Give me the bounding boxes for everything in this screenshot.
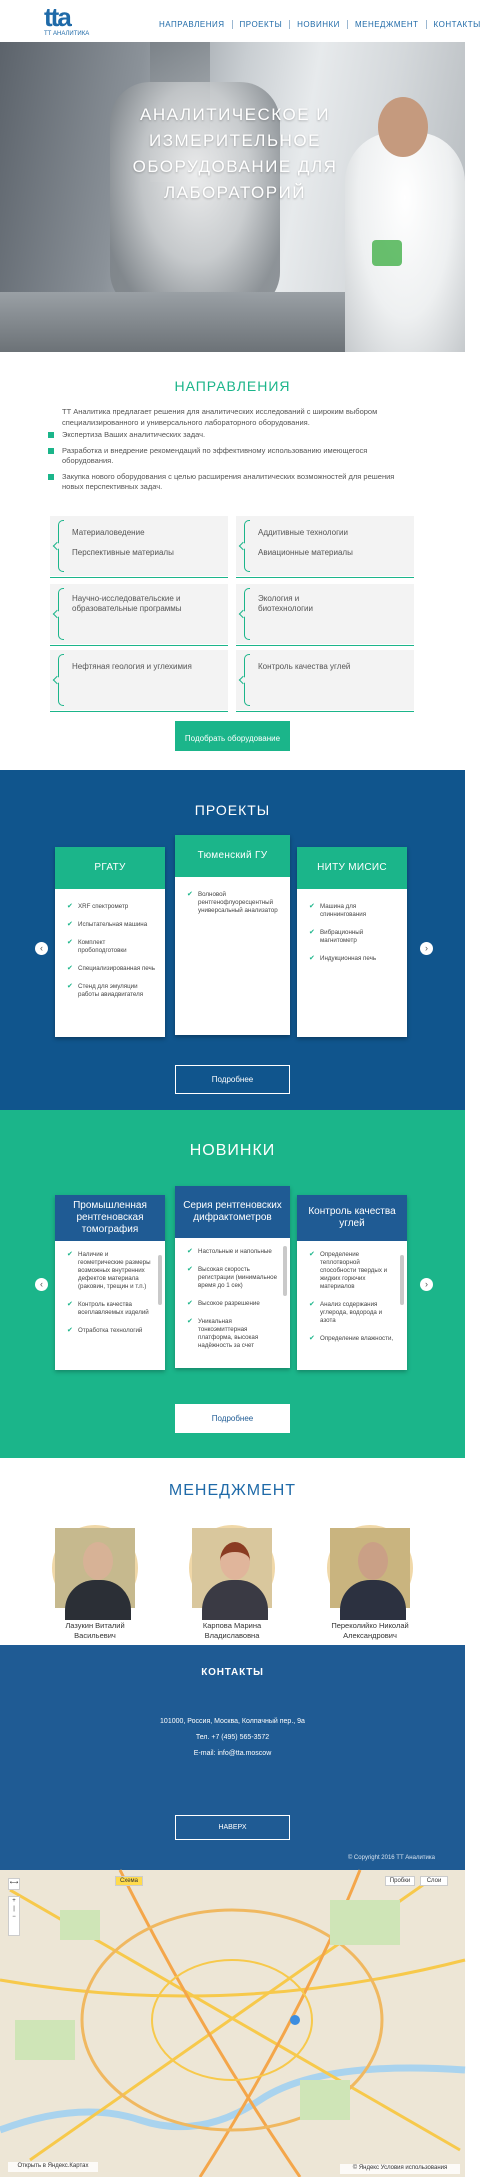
manager-name: Переколийко Николай (331, 1621, 409, 1630)
map-layers-button[interactable]: Слои (420, 1876, 448, 1886)
card-underline (236, 577, 414, 578)
open-in-yandex-link[interactable]: Открыть в Яндекс.Картах (8, 2162, 98, 2172)
check-icon: ✔ (309, 1335, 315, 1342)
direction-card-label: Аддитивные технологии (258, 528, 348, 537)
news-card-coal-quality[interactable] (297, 1195, 407, 1370)
check-icon: ✔ (187, 891, 193, 898)
direction-card-label: Научно-исследовательские и образовательные программы (72, 594, 182, 613)
bullet-square-icon (48, 474, 54, 480)
logo-mark: tta (44, 2, 70, 32)
project-card-rgatu[interactable] (55, 847, 165, 1037)
list-item: Разработка и внедрение рекомендаций по эффективному использованию имеющегося оборудования. (48, 446, 408, 466)
news-card-diffractometers[interactable] (175, 1186, 290, 1368)
check-icon: ✔ (187, 1266, 193, 1273)
hero-banner (0, 42, 465, 352)
news-items (175, 1238, 290, 1350)
contacts-address: 101000, Россия, Москва, Колпачный пер., 9а (160, 1718, 305, 1725)
news-items (297, 1241, 407, 1343)
manager-card (172, 1525, 292, 1663)
project-items (55, 889, 165, 999)
hero-title-line2: ОБОРУДОВАНИЕ ДЛЯ ЛАБОРАТОРИЙ (132, 157, 338, 202)
list-item: ✔ Уникальная тонкоэмиттерная платформа, высокая надёжность за счет (187, 1318, 259, 1349)
card-underline (236, 711, 414, 712)
logo[interactable] (44, 2, 90, 39)
logo-name: ТТ АНАЛИТИКА (44, 31, 90, 37)
manager-name-2: Васильевич (74, 1631, 116, 1640)
avatar (189, 1525, 275, 1611)
map-canvas[interactable] (0, 1870, 465, 2177)
check-icon: ✔ (67, 1251, 73, 1258)
news-card-title: Промышленная рентгеновская томография (55, 1195, 165, 1241)
contacts-section (0, 1645, 465, 1870)
list-item: ✔ Вибрационный магнитометр (309, 929, 364, 944)
management-title: МЕНЕДЖМЕНТ (168, 1482, 297, 1499)
check-icon: ✔ (309, 929, 315, 936)
projects-section (0, 770, 465, 1110)
check-icon: ✔ (309, 1301, 315, 1308)
nav-link-management[interactable]: МЕНЕДЖМЕНТ (347, 20, 426, 29)
directions-list (48, 430, 408, 498)
list-item: ✔ Настольные и напольные (187, 1248, 272, 1255)
list-item: ✔ Машина для спиннингования (309, 903, 367, 918)
direction-card-additive[interactable] (236, 516, 414, 576)
header (0, 0, 481, 42)
project-items (297, 889, 407, 963)
project-card-title: НИТУ МИСИС (297, 847, 407, 889)
news-section (0, 1110, 465, 1458)
map-ruler-icon[interactable]: ⟷ (8, 1878, 20, 1890)
list-item: ✔ Высокое разрешение (187, 1300, 260, 1307)
bracket-icon (244, 520, 250, 572)
direction-card-label: Экология и биотехнологии (258, 594, 313, 613)
directions-title: НАПРАВЛЕНИЯ (174, 378, 291, 394)
check-icon: ✔ (309, 903, 315, 910)
list-item: ✔ Комплект пробоподготовки (67, 939, 127, 954)
map-traffic-button[interactable]: Пробки (385, 1876, 415, 1886)
contacts-phone[interactable]: Тел. +7 (495) 565-3572 (195, 1734, 270, 1741)
direction-card-materials[interactable] (50, 516, 228, 576)
direction-card-ecology[interactable] (236, 584, 414, 644)
hero-title (70, 102, 400, 206)
card-underline (50, 645, 228, 646)
check-icon: ✔ (187, 1300, 193, 1307)
projects-title: ПРОЕКТЫ (194, 802, 271, 818)
card-underline (50, 711, 228, 712)
check-icon: ✔ (67, 965, 73, 972)
bracket-icon (244, 588, 250, 640)
map-terms-link[interactable]: © Яндекс Условия использования (340, 2164, 460, 2174)
directions-intro: ТТ Аналитика предлагает решения для аналитических исследований с широким выбором специализированного и универсального лабораторного оборудования. (62, 407, 378, 427)
bullet-square-icon (48, 432, 54, 438)
manager-name-2: Владиславовна (204, 1631, 260, 1640)
direction-card-coal-quality[interactable] (236, 650, 414, 710)
project-card-tyumen[interactable] (175, 835, 290, 1035)
chevron-right-icon[interactable]: › (420, 942, 433, 955)
hero-title-line1: АНАЛИТИЧЕСКОЕ И ИЗМЕРИТЕЛЬНОЕ (140, 105, 330, 150)
bracket-icon (58, 588, 64, 640)
check-icon: ✔ (67, 939, 73, 946)
direction-card-label: Нефтяная геология и углехимия (72, 662, 192, 671)
back-to-top-button[interactable]: НАВЕРХ (175, 1815, 290, 1840)
check-icon: ✔ (67, 1301, 73, 1308)
scrollbar[interactable] (158, 1255, 162, 1305)
bullet-square-icon (48, 448, 54, 454)
check-icon: ✔ (67, 921, 73, 928)
contacts-title: КОНТАКТЫ (201, 1667, 264, 1678)
list-item: ✔ XRF спектрометр (67, 903, 129, 910)
news-items (55, 1241, 165, 1335)
direction-card-label: Контроль качества углей (258, 662, 351, 671)
copyright: © Copyright 2016 ТТ Аналитика (347, 1855, 435, 1861)
nav-link-directions[interactable]: НАПРАВЛЕНИЯ (159, 20, 225, 29)
list-item: ✔ Наличие и геометрические размеры возможных внутренних дефектов материала (раковин, трещин и т.п.) (67, 1251, 151, 1290)
news-card-title: Контроль качества углей (297, 1195, 407, 1241)
bracket-icon (58, 520, 64, 572)
contacts-email[interactable]: E-mail: info@tta.moscow (193, 1750, 272, 1757)
manager-card (35, 1525, 155, 1655)
nav-link-news[interactable]: НОВИНКИ (289, 20, 347, 29)
check-icon: ✔ (309, 955, 315, 962)
scrollbar[interactable] (400, 1255, 404, 1305)
news-card-title: Серия рентгеновских дифрактометров (175, 1186, 290, 1238)
direction-card-label: Перспективные материалы (72, 548, 174, 557)
nav-link-contacts[interactable]: КОНТАКТЫ (426, 20, 488, 29)
list-item: ✔ Специализированная печь (67, 965, 155, 972)
hero-flask (372, 240, 402, 266)
manager-name: Лазукин Виталий (65, 1621, 125, 1630)
list-item: ✔ Стенд для эмуляции работы авиадвигателя (67, 983, 144, 998)
bracket-icon (58, 654, 64, 706)
list-item: ✔ Отработка технологий (67, 1327, 143, 1334)
manager-name: Карпова Марина (202, 1621, 262, 1630)
list-item: ✔ Определение теплотворной способности твердых и жидких горючих материалов (309, 1251, 388, 1290)
project-items (175, 877, 290, 915)
check-icon: ✔ (309, 1251, 315, 1258)
list-item: ✔ Определение влажности, (309, 1335, 394, 1342)
check-icon: ✔ (67, 903, 73, 910)
nav-link-projects[interactable]: ПРОЕКТЫ (232, 20, 290, 29)
map-zoom-control[interactable]: + | − (8, 1896, 20, 1936)
manager-name-2: Александрович (343, 1631, 397, 1640)
projects-more-button[interactable]: Подробнее (175, 1065, 290, 1094)
main-nav (152, 20, 488, 29)
avatar (327, 1525, 413, 1611)
manager-card (310, 1525, 430, 1655)
list-item: ✔ Высокая скорость регистрации (минимальное время до 1 сек) (187, 1266, 278, 1289)
news-title: НОВИНКИ (189, 1142, 276, 1159)
news-more-button[interactable]: Подробнее (175, 1404, 290, 1433)
list-item: Закупка нового оборудования с целью расширения аналитических возможностей для решения новых перспективных задач. (48, 472, 408, 492)
project-card-misis[interactable] (297, 847, 407, 1037)
check-icon: ✔ (187, 1318, 193, 1325)
list-item: ✔ Волновой рентгенофлуоресцентный универсальный анализатор (187, 891, 278, 914)
list-item: ✔ Испытательная машина (67, 921, 148, 928)
check-icon: ✔ (67, 983, 73, 990)
project-card-title: Тюменский ГУ (175, 835, 290, 877)
map-scheme-button[interactable]: Схема (115, 1876, 143, 1886)
check-icon: ✔ (187, 1248, 193, 1255)
list-item: ✔ Индукционная печь (309, 955, 377, 962)
list-item: ✔ Контроль качества всеплавляемых изделий (67, 1301, 149, 1316)
direction-card-education[interactable] (50, 584, 228, 644)
chevron-left-icon[interactable]: ‹ (35, 1278, 48, 1291)
card-underline (236, 645, 414, 646)
map[interactable] (0, 1870, 465, 2177)
scrollbar[interactable] (283, 1246, 287, 1296)
bracket-icon (244, 654, 250, 706)
check-icon: ✔ (67, 1327, 73, 1334)
select-equipment-button[interactable]: Подобрать оборудование (175, 721, 290, 751)
avatar (52, 1525, 138, 1611)
card-underline (50, 577, 228, 578)
project-card-title: РГАТУ (55, 847, 165, 889)
direction-card-label: Материаловедение (72, 528, 145, 537)
chevron-right-icon[interactable]: › (420, 1278, 433, 1291)
direction-card-label: Авиационные материалы (258, 548, 353, 557)
list-item: ✔ Анализ содержания углерода, водорода и азота (309, 1301, 383, 1324)
direction-card-oil-geology[interactable] (50, 650, 228, 710)
list-item: Экспертиза Ваших аналитических задач. (48, 430, 408, 440)
chevron-left-icon[interactable]: ‹ (35, 942, 48, 955)
news-card-tomography[interactable] (55, 1195, 165, 1370)
